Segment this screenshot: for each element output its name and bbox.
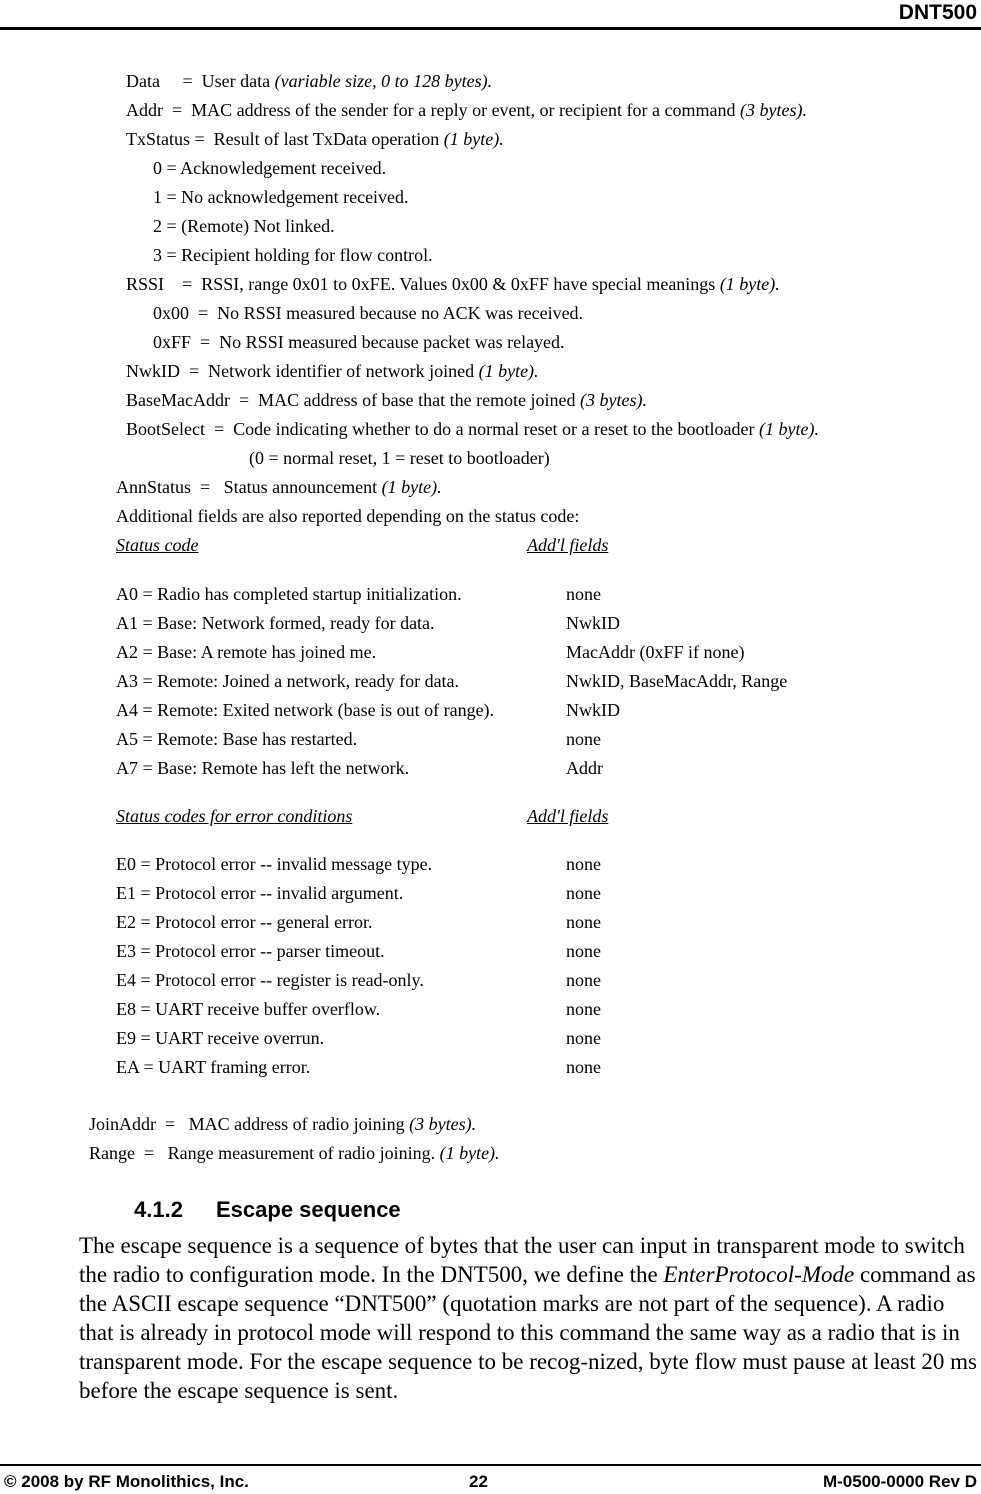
field-note: (3 bytes). [739,100,807,120]
field-name: Addr [126,100,163,120]
field-annstatus [116,476,442,498]
field-eq: = [134,1143,168,1163]
footer-doc-id: M-0500-0000 Rev D [822,1472,977,1491]
field-note: (1 byte). [719,274,780,294]
field-desc: Status announcement [223,477,382,497]
section-number: 4.1.2 [134,1197,183,1222]
error-row-fields: none [566,970,601,990]
status-row-code: A7 = Base: Remote has left the network. [116,758,410,778]
field-desc: Code indicating whether to do a normal reset or a reset to the bootloader [233,419,759,439]
txstatus-value: 0 = Acknowledgement received. [153,158,387,178]
field-name: NwkID [126,361,180,381]
field-note: (1 byte). [443,129,504,149]
status-row-fields: NwkID [566,613,620,633]
error-addl-fields-header: Add'l fields [527,806,609,826]
status-row-fields: NwkID [566,700,620,720]
status-row-fields: NwkID, BaseMacAddr, Range [566,671,788,691]
status-row-code: A1 = Base: Network formed, ready for data. [116,613,435,633]
field-note: (1 byte). [759,419,819,439]
footer-rule [0,1464,981,1466]
txstatus-value: 3 = Recipient holding for flow control. [153,245,433,265]
footer-copyright: © 2008 by RF Monolithics, Inc. [4,1472,249,1491]
section-title: Escape sequence [216,1197,401,1222]
field-eq: = [180,361,209,381]
status-row-code: A2 = Base: A remote has joined me. [116,642,377,662]
field-name: AnnStatus [116,477,192,497]
section-heading [134,1196,401,1224]
rssi-value: 0xFF = No RSSI measured because packet was relayed. [153,332,565,352]
field-note: (1 byte). [478,361,539,381]
field-name: JoinAddr [89,1114,156,1134]
error-row-fields: none [566,854,601,874]
field-txstatus [126,128,504,150]
error-row-code: E8 = UART receive buffer overflow. [116,999,381,1019]
status-row-code: A4 = Remote: Exited network (base is out of range). [116,700,495,720]
field-note: (1 byte). [381,477,442,497]
field-name: BootSelect [126,419,205,439]
error-codes-header: Status codes for error conditions [116,806,353,826]
field-eq: = [156,1114,189,1134]
header-rule [0,27,981,30]
status-row-code: A3 = Remote: Joined a network, ready for data. [116,671,460,691]
field-addr [126,99,807,121]
field-bootselect [126,418,819,440]
status-row-code: A5 = Remote: Base has restarted. [116,729,358,749]
status-row-fields: none [566,729,601,749]
error-row-fields: none [566,883,601,903]
status-row-code: A0 = Radio has completed startup initialization. [116,584,462,604]
paragraph-text-1: The escape sequence is a sequence of bytes that the user can input in transparent mode to switch the radio to configuration mode. In the DNT500, we define the [79,1233,965,1287]
error-row-fields: none [566,1028,601,1048]
status-code-header: Status code [116,535,199,555]
error-row-code: E1 = Protocol error -- invalid argument. [116,883,404,903]
error-row-code: E0 = Protocol error -- invalid message type. [116,854,433,874]
field-eq: = [164,274,202,294]
boot-select-note: (0 = normal reset, 1 = reset to bootloader) [249,448,550,468]
field-desc: MAC address of base that the remote joined [258,390,581,410]
field-note: (variable size, 0 to 128 bytes). [274,71,493,91]
error-row-code: EA = UART framing error. [116,1057,311,1077]
addl-fields-header: Add'l fields [527,535,609,555]
field-desc: Result of last TxData operation [213,129,444,149]
status-row-fields: Addr [566,758,603,778]
field-data [126,70,492,92]
field-desc: Range measurement of radio joining. [167,1143,440,1163]
field-eq: = [159,71,202,91]
additional-fields-text: Additional fields are also reported depending on the status code: [116,506,580,526]
field-desc: MAC address of the sender for a reply or event, or recipient for a command [191,100,740,120]
txstatus-value: 2 = (Remote) Not linked. [153,216,335,236]
field-name: Data [126,71,160,91]
error-row-fields: none [566,1057,601,1077]
error-row-code: E9 = UART receive overrun. [116,1028,325,1048]
field-basemacaddr [126,389,647,411]
error-row-code: E2 = Protocol error -- general error. [116,912,373,932]
error-row-fields: none [566,912,601,932]
field-range [89,1142,500,1164]
field-name: RSSI [126,274,165,294]
error-row-fields: none [566,999,601,1019]
field-rssi [126,273,780,295]
footer-page-number: 22 [469,1472,488,1491]
field-eq: = [229,390,259,410]
error-row-code: E3 = Protocol error -- parser timeout. [116,941,385,961]
field-eq: = [190,129,214,149]
field-nwkid [126,360,539,382]
error-row-code: E4 = Protocol error -- register is read-only. [116,970,424,990]
error-row-fields: none [566,941,601,961]
paragraph-command-name: EnterProtocol-Mode [663,1262,855,1287]
status-row-fields: MacAddr (0xFF if none) [566,642,745,662]
field-note: (1 byte). [439,1143,500,1163]
field-joinaddr [89,1113,476,1135]
field-eq: = [191,477,224,497]
field-note: (3 bytes). [580,390,648,410]
field-name: Range [89,1143,135,1163]
txstatus-value: 1 = No acknowledgement received. [153,187,409,207]
field-name: TxStatus [126,129,191,149]
rssi-value: 0x00 = No RSSI measured because no ACK was received. [153,303,584,323]
document-header-title: DNT500 [898,1,977,24]
field-note: (3 bytes). [409,1114,477,1134]
field-name: BaseMacAddr [126,390,230,410]
field-eq: = [205,419,234,439]
field-desc: Network identifier of network joined [208,361,479,381]
field-desc: MAC address of radio joining [188,1114,410,1134]
field-eq: = [163,100,192,120]
field-desc: RSSI, range 0x01 to 0xFE. Values 0x00 & 0xFF have special meanings [201,274,720,294]
status-row-fields: none [566,584,601,604]
field-desc: User data [201,71,275,91]
paragraph-text-2: command as the ASCII escape sequence “DNT500” (quotation marks are not part of the sequence). A radio that is already in protocol mode will respond to this command the same way as a radio that is in transparent mode. For the escape sequence to be recog-nized, byte flow must pause at least 20 ms before the escape sequence is sent. [79,1262,977,1403]
section-paragraph [79,1231,979,1405]
